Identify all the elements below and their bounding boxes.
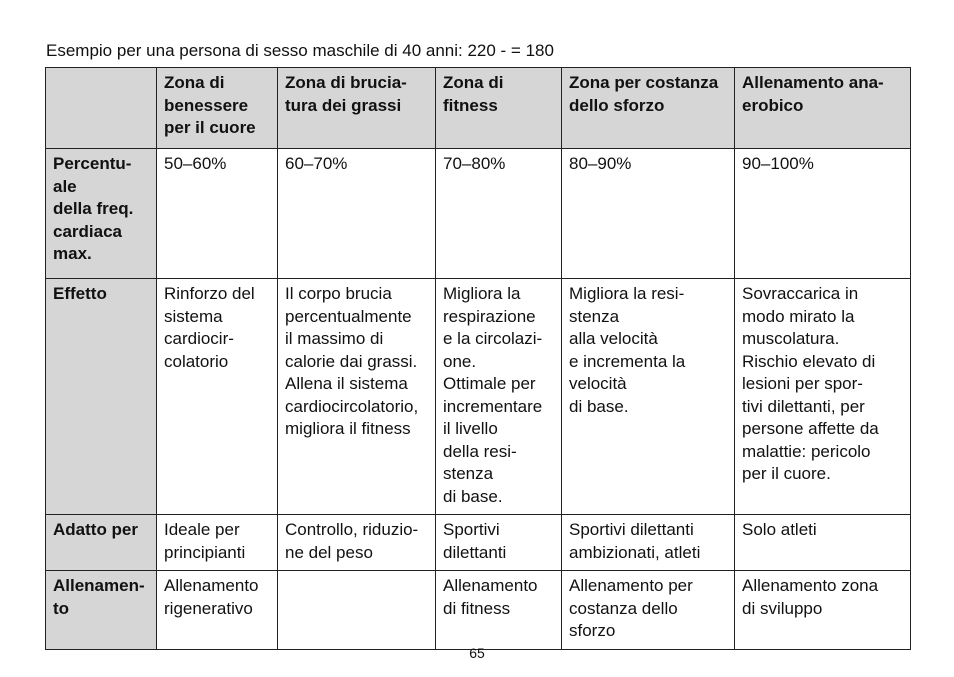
table-cell: Allenamento di fitness bbox=[436, 571, 562, 650]
row-label-adatto: Adatto per bbox=[46, 515, 157, 571]
table-cell: Migliora la resi- stenza alla velocità e incrementa la velocità di base. bbox=[562, 279, 735, 515]
table-cell: 60–70% bbox=[278, 149, 436, 279]
header-zone-bruciatura-grassi: Zona di brucia- tura dei grassi bbox=[278, 68, 436, 149]
header-row bbox=[46, 68, 911, 149]
table-cell: 70–80% bbox=[436, 149, 562, 279]
table-cell: Allenamento zona di sviluppo bbox=[735, 571, 911, 650]
table-row-adatto bbox=[46, 515, 911, 571]
table-cell: Sportivi dilettanti ambizionati, atleti bbox=[562, 515, 735, 571]
table-cell: Controllo, riduzio- ne del peso bbox=[278, 515, 436, 571]
table-cell: Allenamento rigenerativo bbox=[157, 571, 278, 650]
table-cell: Sportivi dilettanti bbox=[436, 515, 562, 571]
header-zone-costanza-sforzo: Zona per costanza dello sforzo bbox=[562, 68, 735, 149]
header-corner-cell bbox=[46, 68, 157, 149]
page-number: 65 bbox=[469, 645, 485, 661]
table-cell: Solo atleti bbox=[735, 515, 911, 571]
table-cell: Ideale per principianti bbox=[157, 515, 278, 571]
header-zone-anaerobico: Allenamento ana- erobico bbox=[735, 68, 911, 149]
table-cell: Sovraccarica in modo mirato la muscolatura. Rischio elevato di lesioni per spor- tivi dilettanti, per persone affette da malattie: pericolo per il cuore. bbox=[735, 279, 911, 515]
header-zone-fitness: Zona di fitness bbox=[436, 68, 562, 149]
table-cell: 50–60% bbox=[157, 149, 278, 279]
table-cell: 80–90% bbox=[562, 149, 735, 279]
table-cell bbox=[278, 571, 436, 650]
table-cell: Allenamento per costanza dello sforzo bbox=[562, 571, 735, 650]
table-row-allenamento bbox=[46, 571, 911, 650]
table-cell: Migliora la respirazione e la circolazi- one. Ottimale per incrementare il livello della resi- stenza di base. bbox=[436, 279, 562, 515]
row-label-effetto: Effetto bbox=[46, 279, 157, 515]
table-row-percentuale bbox=[46, 149, 911, 279]
table-cell: Il corpo brucia percentualmente il massimo di calorie dai grassi. Allena il sistema cardiocircolatorio, migliora il fitness bbox=[278, 279, 436, 515]
row-label-allenamento: Allenamen- to bbox=[46, 571, 157, 650]
table-cell: Rinforzo del sistema cardiocir- colatorio bbox=[157, 279, 278, 515]
row-label-percentuale: Percentu- ale della freq. cardiaca max. bbox=[46, 149, 157, 279]
example-caption: Esempio per una persona di sesso maschile di 40 anni: 220 - = 180 bbox=[46, 41, 554, 60]
table-row-effetto bbox=[46, 279, 911, 515]
header-zone-benessere: Zona di benessere per il cuore bbox=[157, 68, 278, 149]
table-cell: 90–100% bbox=[735, 149, 911, 279]
heart-rate-zones-table bbox=[45, 67, 911, 650]
